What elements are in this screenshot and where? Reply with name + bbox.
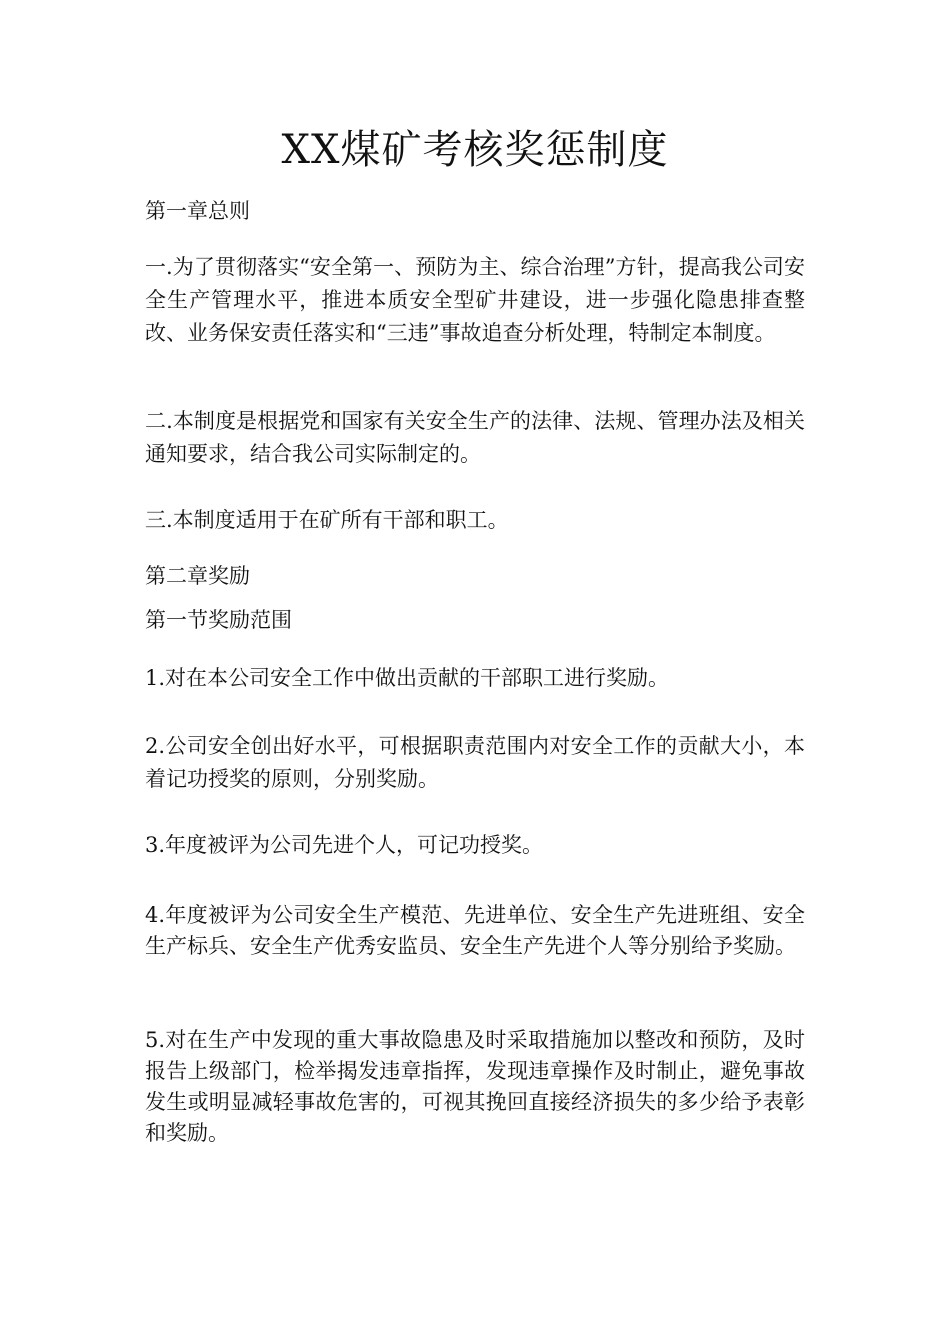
- reward-item-4: 4.年度被评为公司安全生产模范、先进单位、安全生产先进班组、安全生产标兵、安全生产优秀安监员、安全生产先进个人等分别给予奖励。: [145, 903, 805, 958]
- chapter-1-paragraph-3: 三.本制度适用于在矿所有干部和职工。: [145, 508, 509, 532]
- reward-item-2: 2.公司安全创出好水平，可根据职责范围内对安全工作的贡献大小，本着记功授奖的原则，分别奖励。: [145, 734, 805, 791]
- section-1-heading: 第一节奖励范围: [145, 608, 292, 632]
- document-page: [145, 0, 805, 1344]
- reward-item-5: 5.对在生产中发现的重大事故隐患及时采取措施加以整改和预防，及时报告上级部门，检举揭发违章指挥，发现违章操作及时制止，避免事故发生或明显减轻事故危害的，可视其挽回直接经济损失的多少给予表彰和奖励。: [145, 1028, 805, 1145]
- reward-item-1: 1.对在本公司安全工作中做出贡献的干部职工进行奖励。: [145, 666, 670, 690]
- document-title: XX煤矿考核奖惩制度: [281, 127, 669, 173]
- chapter-1-heading: 第一章总则: [145, 199, 250, 223]
- chapter-1-paragraph-2: 二.本制度是根据党和国家有关安全生产的法律、法规、管理办法及相关通知要求，结合我公司实际制定的。: [145, 409, 805, 466]
- reward-item-3: 3.年度被评为公司先进个人，可记功授奖。: [145, 833, 544, 857]
- chapter-1-paragraph-1: 一.为了贯彻落实“安全第一、预防为主、综合治理”方针，提高我公司安全生产管理水平，推进本质安全型矿井建设，进一步强化隐患排查整改、业务保安责任落实和“三违”事故追查分析处理，特制定本制度。: [145, 255, 805, 345]
- chapter-2-heading: 第二章奖励: [145, 564, 250, 588]
